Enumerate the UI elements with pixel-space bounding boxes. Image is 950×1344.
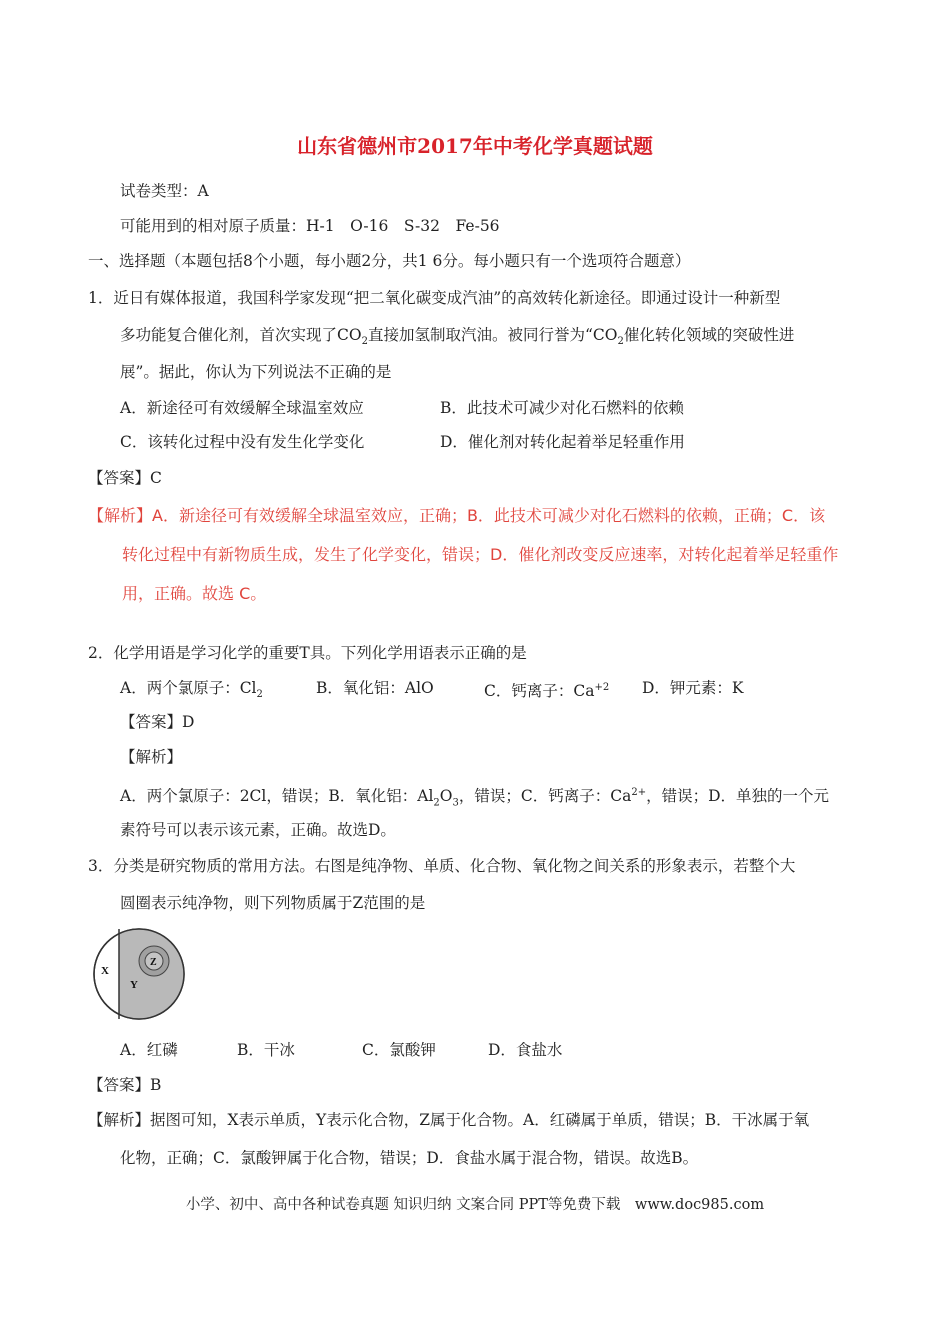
q1-stem-line2: 多功能复合催化剂，首次实现了$CO_2$直接加氢制取汽油。被同行誉为“$CO_2$催化转化领域的突破性进 xyxy=(120,326,795,348)
q3-option-a: A．红磷 xyxy=(120,1041,178,1059)
q1-option-d: D．催化剂对转化起着举足轻重作用 xyxy=(440,433,685,451)
q3-stem-line2: 圆圈表示纯净物，则下列物质属于Z范围的是 xyxy=(120,894,426,912)
q3-analysis-line1: 【解析】据图可知，X表示单质，Y表示化合物，Z属于化合物。A．红磷属于单质，错误；B．干冰属于氧 xyxy=(88,1111,810,1129)
q2-option-c: C．钙离子：$Ca^{+2}$ xyxy=(484,682,610,701)
q3-option-c: C．氯酸钾 xyxy=(362,1041,436,1059)
q2-stem: 2．化学用语是学习化学的重要Τ具。下列化学用语表示正确的是 xyxy=(88,644,527,662)
q1-option-b: B．此技术可减少对化石燃料的依赖 xyxy=(440,399,684,417)
q1-analysis-line3: 用，正确。故选 C。 xyxy=(122,584,267,603)
q1-option-c: C．该转化过程中没有发生化学变化 xyxy=(120,433,365,451)
q1-answer: 【答案】C xyxy=(88,469,162,487)
q1-option-a: A．新途径可有效缓解全球温室效应 xyxy=(120,399,364,417)
q3-option-b: B．干冰 xyxy=(237,1041,295,1059)
q2-option-b: B．氧化铝：AlO xyxy=(316,679,434,697)
atomic-masses: 可能用到的相对原子质量：H-1 O-16 S-32 Fe-56 xyxy=(120,217,500,235)
section-heading: 一、选择题（本题包括8个小题，每小题2分，共1 6分。每小题只有一个选项符合题意） xyxy=(88,252,691,270)
classification-diagram xyxy=(92,926,186,1022)
label-x: X xyxy=(101,965,109,977)
q3-analysis-line2: 化物，正确；C．氯酸钾属于化合物，错误；D．食盐水属于混合物，错误。故选B。 xyxy=(120,1149,699,1167)
page-title: 山东省德州市2017年中考化学真题试题 xyxy=(297,134,653,158)
paper-type: 试卷类型：A xyxy=(120,182,209,200)
q3-option-d: D．食盐水 xyxy=(488,1041,563,1059)
label-y: Y xyxy=(130,979,138,991)
q1-stem-line3: 展”。据此，你认为下列说法不正确的是 xyxy=(120,363,392,381)
page-footer: 小学、初中、高中各种试卷真题 知识归纳 文案合同 PPT等免费下载 www.doc985.com xyxy=(185,1197,765,1213)
label-z: Z xyxy=(150,957,157,968)
q2-option-d: D．钾元素：K xyxy=(642,679,744,697)
q2-analysis-line1: A．两个氯原子：2Cl，错误；B．氧化铝：$Al_2O_3$，错误；C．钙离子：$Ca^{2+}$，错误；D．单独的一个元 xyxy=(120,787,830,809)
q1-analysis-line2: 转化过程中有新物质生成，发生了化学变化，错误；D．催化剂改变反应速率，对转化起着举足轻重作 xyxy=(122,545,839,564)
q3-answer: 【答案】B xyxy=(88,1076,162,1094)
q2-answer: 【答案】D xyxy=(120,713,195,731)
q2-option-a: A．两个氯原子：$Cl_2$ xyxy=(120,679,263,701)
q1-analysis-line1: 【解析】A．新途径可有效缓解全球温室效应，正确；B．此技术可减少对化石燃料的依赖，正确；C．该 xyxy=(88,506,826,525)
q2-analysis-line2: 素符号可以表示该元素，正确。故选D。 xyxy=(120,821,396,839)
q3-stem-line1: 3．分类是研究物质的常用方法。右图是纯净物、单质、化合物、氧化物之间关系的形象表示，若整个大 xyxy=(88,857,796,875)
q1-stem-line1: 1．近日有媒体报道，我国科学家发现“把二氧化碳变成汽油”的高效转化新途径。即通过设计一种新型 xyxy=(88,289,781,307)
q2-analysis-label: 【解析】 xyxy=(120,748,183,766)
